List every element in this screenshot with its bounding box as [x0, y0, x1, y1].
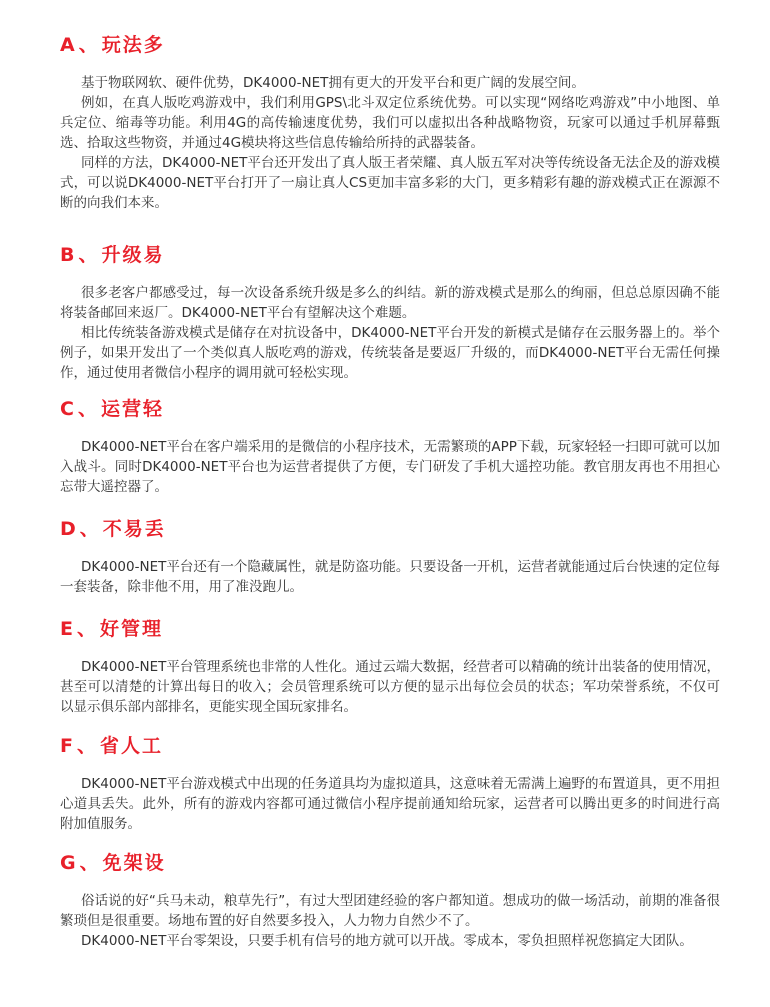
section-f — [60, 733, 720, 834]
section-letter: C — [60, 398, 74, 420]
section-b — [60, 242, 720, 383]
paragraph: 很多老客户都感受过，每一次设备系统升级是多么的纠结。新的游戏模式是那么的绚丽，但总总原因确不能将装备邮回来返厂。DK4000-NET平台有望解决这个难题。 — [60, 285, 720, 321]
title-separator: 、 — [76, 618, 98, 640]
section-title-text: 玩法多 — [101, 34, 165, 56]
section-body — [60, 774, 720, 834]
section-body — [60, 557, 720, 597]
paragraph: DK4000-NET平台管理系统也非常的人性化。通过云端大数据，经营者可以精确的统计出装备的使用情况，甚至可以清楚的计算出每日的收入；会员管理系统可以方便的显示出每位会员的状态；军功荣誉系统，不仅可以显示俱乐部内部排名，更能实现全国玩家排名。 — [60, 659, 720, 715]
section-a — [60, 32, 720, 213]
section-title — [60, 396, 720, 422]
section-title-text: 运营轻 — [100, 398, 164, 420]
section-title-text: 省人工 — [100, 735, 164, 757]
paragraph: 同样的方法，DK4000-NET平台还开发出了真人版王者荣耀、真人版五军对决等传统设备无法企及的游戏模式，可以说DK4000-NET平台打开了一扇让真人CS更加丰富多彩的大门，更多精彩有趣的游戏模式正在源源不断的向我们本来。 — [60, 155, 720, 211]
paragraph: DK4000-NET平台还有一个隐藏属性，就是防盗功能。只要设备一开机，运营者就能通过后台快速的定位每一套装备，除非他不用，用了准没跑儿。 — [60, 559, 720, 595]
section-letter: G — [60, 852, 76, 874]
paragraph: 基于物联网软、硬件优势，DK4000-NET拥有更大的开发平台和更广阔的发展空间。 — [81, 75, 585, 91]
title-separator: 、 — [79, 518, 101, 540]
title-separator: 、 — [78, 34, 100, 56]
section-title-text: 不易丢 — [102, 518, 166, 540]
title-separator: 、 — [78, 244, 100, 266]
section-title-text: 免架设 — [102, 852, 166, 874]
paragraph: 相比传统装备游戏模式是储存在对抗设备中，DK4000-NET平台开发的新模式是储存在云服务器上的。举个例子，如果开发出了一个类似真人版吃鸡的游戏，传统装备是要返厂升级的，而DK4000-NET平台无需任何操作，通过使用者微信小程序的调用就可轻松实现。 — [60, 325, 720, 381]
section-title — [60, 616, 720, 642]
section-title — [60, 242, 720, 268]
section-letter: F — [60, 735, 73, 757]
section-title — [60, 516, 720, 542]
section-letter: E — [60, 618, 73, 640]
section-title — [60, 733, 720, 759]
section-letter: D — [60, 518, 76, 540]
section-body — [60, 73, 720, 213]
title-separator: 、 — [77, 398, 99, 420]
section-body — [60, 657, 720, 717]
section-d — [60, 516, 720, 597]
section-letter: B — [60, 244, 75, 266]
section-g — [60, 850, 720, 951]
paragraph: DK4000-NET平台在客户端采用的是微信的小程序技术，无需繁琐的APP下载，玩家轻轻一扫即可就可以加入战斗。同时DK4000-NET平台也为运营者提供了方便，专门研发了手机大遥控功能。教官朋友再也不用担心忘带大遥控器了。 — [60, 439, 720, 495]
section-body — [60, 437, 720, 497]
section-title-text: 好管理 — [100, 618, 164, 640]
paragraph: 俗话说的好“兵马未动，粮草先行”，有过大型团建经验的客户都知道。想成功的做一场活动，前期的准备很繁琐但是很重要。场地布置的好自然要多投入，人力物力自然少不了。 — [60, 893, 720, 929]
paragraph: 例如，在真人版吃鸡游戏中，我们利用GPS\北斗双定位系统优势。可以实现“网络吃鸡游戏”中小地图、单兵定位、缩毒等功能。利用4G的高传输速度优势，我们可以虚拟出各种战略物资，玩家可以通过手机屏幕甄选、拾取这些物资，并通过4G模块将这些信息传输给所持的武器装备。 — [60, 95, 720, 151]
section-title — [60, 850, 720, 876]
section-c — [60, 396, 720, 497]
section-letter: A — [60, 34, 75, 56]
section-title — [60, 32, 720, 58]
section-body — [60, 283, 720, 383]
section-body — [60, 891, 720, 951]
title-separator: 、 — [76, 735, 98, 757]
title-separator: 、 — [79, 852, 101, 874]
paragraph: DK4000-NET平台游戏模式中出现的任务道具均为虚拟道具，这意味着无需满上遍野的布置道具，更不用担心道具丢失。此外，所有的游戏内容都可通过微信小程序提前通知给玩家，运营者可以腾出更多的时间进行高附加值服务。 — [60, 776, 720, 832]
section-title-text: 升级易 — [101, 244, 165, 266]
paragraph: DK4000-NET平台零架设，只要手机有信号的地方就可以开战。零成本，零负担照样祝您搞定大团队。 — [81, 933, 693, 949]
section-e — [60, 616, 720, 717]
